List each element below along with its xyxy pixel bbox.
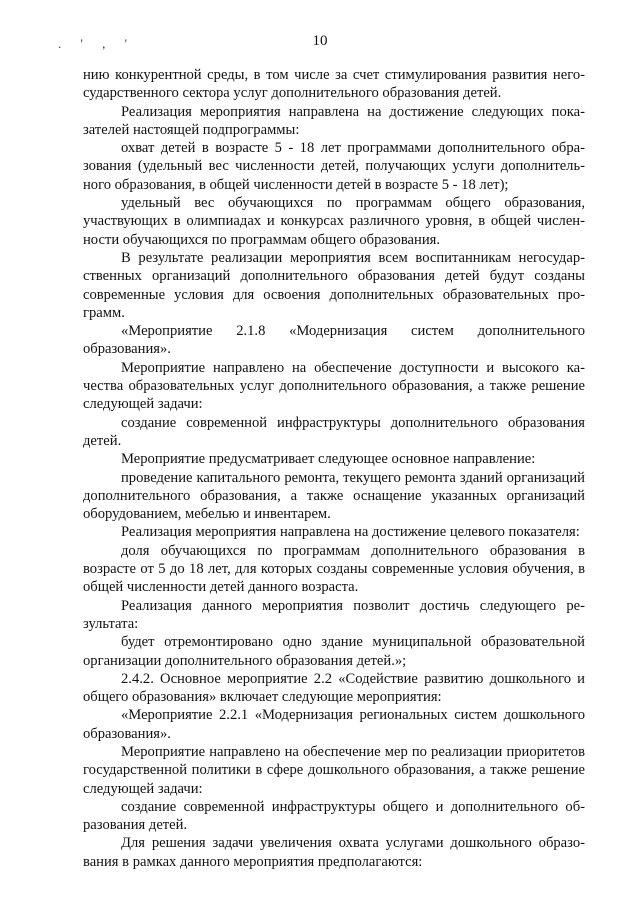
paragraph: Реализация мероприятия направлена на достижение целевого показателя: xyxy=(121,524,580,541)
paragraph: охват детей в возрасте 5 - 18 лет программами дополнительного образования (удельный вес численности детей, получающих услуги дополнительного образования, в общей численности детей в возрасте 5 - 18 лет); xyxy=(83,140,585,193)
paragraph: удельный вес обучающихся по программам общего образования, участвующих в олимпиадах и конкурсах различного уровня, в общей численности обучающихся по программам общего образования. xyxy=(83,195,585,248)
paragraph: Мероприятие направлено на обеспечение доступности и высокого качества образовательных услуг дополнительного образования, а также решение следующей задачи: xyxy=(83,359,585,413)
paragraph: Реализация данного мероприятия позволит достичь следующего результата: xyxy=(83,597,585,632)
scan-marks: . ' , ' xyxy=(58,36,135,51)
paragraph: Мероприятие предусматривает следующее основное направление: xyxy=(121,451,536,468)
paragraph: создание современной инфраструктуры общего и дополнительного образования детей. xyxy=(83,798,585,834)
paragraph: «Мероприятие 2.2.1 «Модернизация региональных систем дошкольного образования». xyxy=(83,707,585,742)
paragraph: будет отремонтировано одно здание муниципальной образовательной организации дополнительного образования детей.»; xyxy=(83,634,585,669)
page-number: 10 xyxy=(312,33,328,49)
paragraph: Реализация мероприятия направлена на достижение следующих показателей настоящей подпрограммы: xyxy=(83,103,585,138)
paragraph: проведение капитального ремонта, текущего ремонта зданий организаций дополнительного образования, а также оснащение указанных организаций оборудованием, мебелью и инвентарем. xyxy=(83,469,585,523)
paragraph: доля обучающихся по программам дополнительного образования в возрасте от 5 до 18 лет, для которых созданы современные условия обучения, в общей численности детей данного возраста. xyxy=(83,542,585,596)
paragraph: Мероприятие направлено на обеспечение мер по реализации приоритетов государственной политики в сфере дошкольного образования, а также решение следующей задачи: xyxy=(83,743,585,797)
document-body xyxy=(83,66,585,871)
paragraph: «Мероприятие 2.1.8 «Модернизация систем дополнительного образования». xyxy=(83,323,585,358)
paragraph: создание современной инфраструктуры дополнительного образования детей. xyxy=(83,414,585,449)
paragraph: нию конкурентной среды, в том числе за счет стимулирования развития негосударственного сектора услуг дополнительного образования детей. xyxy=(83,67,585,102)
paragraph: В результате реализации мероприятия всем воспитанникам негосударственных организаций дополнительного образования детей будут созданы современные условия для освоения дополнительных образовательных программ. xyxy=(83,249,585,321)
paragraph: Для решения задачи увеличения охвата услугами дошкольного образования в рамках данного мероприятия предполагаются: xyxy=(83,835,585,870)
paragraph: 2.4.2. Основное мероприятие 2.2 «Содействие развитию дошкольного и общего образования» включает следующие мероприятия: xyxy=(83,670,585,706)
